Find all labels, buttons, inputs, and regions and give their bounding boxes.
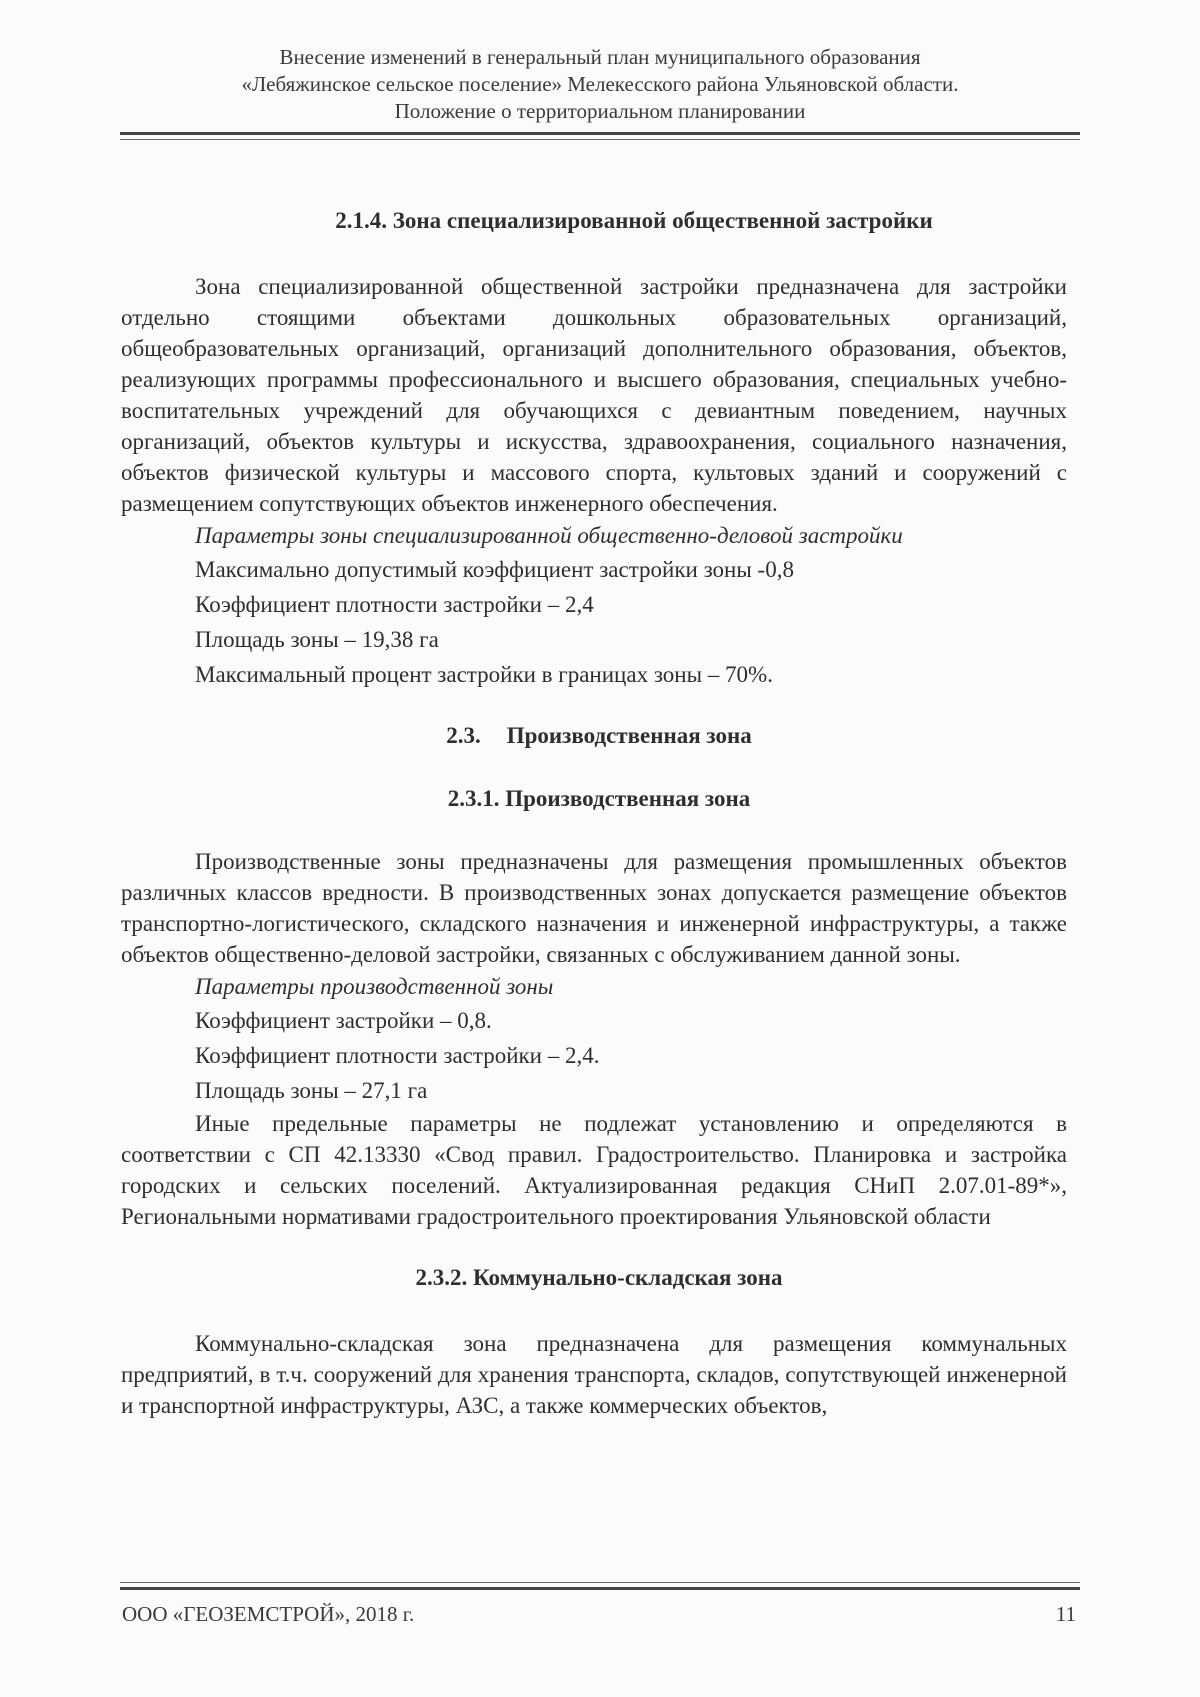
param-item: Коэффициент застройки – 0,8.: [195, 1008, 492, 1033]
param-item: Максимальный процент застройки в границах зоны – 70%.: [195, 662, 773, 687]
params-title-2-3-1: Параметры производственной зоны: [195, 974, 554, 999]
section-heading-2-3-1: 2.3.1. Производственная зона: [447, 786, 751, 811]
param-item: Коэффициент плотности застройки – 2,4: [195, 592, 594, 617]
params-title-2-1-4: Параметры зоны специализированной общественно-деловой застройки: [195, 523, 903, 548]
section-heading-2-3-2: 2.3.2. Коммунально-складская зона: [415, 1265, 783, 1290]
param-item: Максимально допустимый коэффициент застройки зоны -0,8: [195, 557, 794, 582]
section-title: Производственная зона: [506, 723, 752, 748]
page-number: 11: [1055, 1602, 1076, 1626]
header-divider: [120, 132, 1080, 140]
footer-company: ООО «ГЕОЗЕМСТРОЙ», 2018 г.: [122, 1602, 415, 1626]
param-item: Площадь зоны – 27,1 га: [195, 1078, 428, 1103]
section-number: 2.3.: [446, 723, 481, 748]
section-2-3-1-note: Иные предельные параметры не подлежат установлению и определяются в соответствии с СП 42.13330 «Свод правил. Градостроительство. Планировка и застройка городских и сельских поселений. Актуализированная редакция СНиП 2.07.01-89*», Региональными нормативами градостроительного проектирования Ульяновской области: [121, 1111, 1067, 1229]
footer-divider: [120, 1582, 1080, 1590]
section-2-3-2-paragraph: Коммунально-складская зона предназначена для размещения коммунальных предприятий, в т.ч. сооружений для хранения транспорта, складов, сопутствующей инженерной и транспортной инфраструктуры, АЗС, а также коммерческих объектов,: [121, 1331, 1067, 1418]
section-heading-2-3: [121, 720, 1067, 751]
section-2-1-4-paragraph: Зона специализированной общественной застройки предназначена для застройки отдельно стоящими объектами дошкольных образовательных организаций, общеобразовательных организаций, организаций дополнительного образования, объектов, реализующих программы профессионального и высшего образования, специальных учебно-воспитательных учреждений для обучающихся с девиантным поведением, научных организаций, объектов культуры и искусства, здравоохранения, социального назначения, объектов физической культуры и массового спорта, культовых зданий и сооружений с размещением сопутствующих объектов инженерного обеспечения.: [121, 274, 1067, 516]
document-header: [120, 44, 1080, 125]
header-line-2: «Лебяжинское сельское поселение» Мелекесского района Ульяновской области.: [241, 72, 959, 96]
section-heading-2-1-4: 2.1.4. Зона специализированной общественной застройки: [335, 208, 933, 233]
param-item: Площадь зоны – 19,38 га: [195, 627, 439, 652]
section-2-3-1-paragraph: Производственные зоны предназначены для размещения промышленных объектов различных классов вредности. В производственных зонах допускается размещение объектов транспортно-логистического, складского назначения и инженерной инфраструктуры, а также объектов общественно-деловой застройки, связанных с обслуживанием данной зоны.: [121, 849, 1067, 967]
param-item: Коэффициент плотности застройки – 2,4.: [195, 1043, 600, 1068]
header-line-3: Положение о территориальном планировании: [394, 99, 806, 123]
header-line-1: Внесение изменений в генеральный план муниципального образования: [279, 45, 921, 69]
document-body: [121, 205, 1067, 1421]
